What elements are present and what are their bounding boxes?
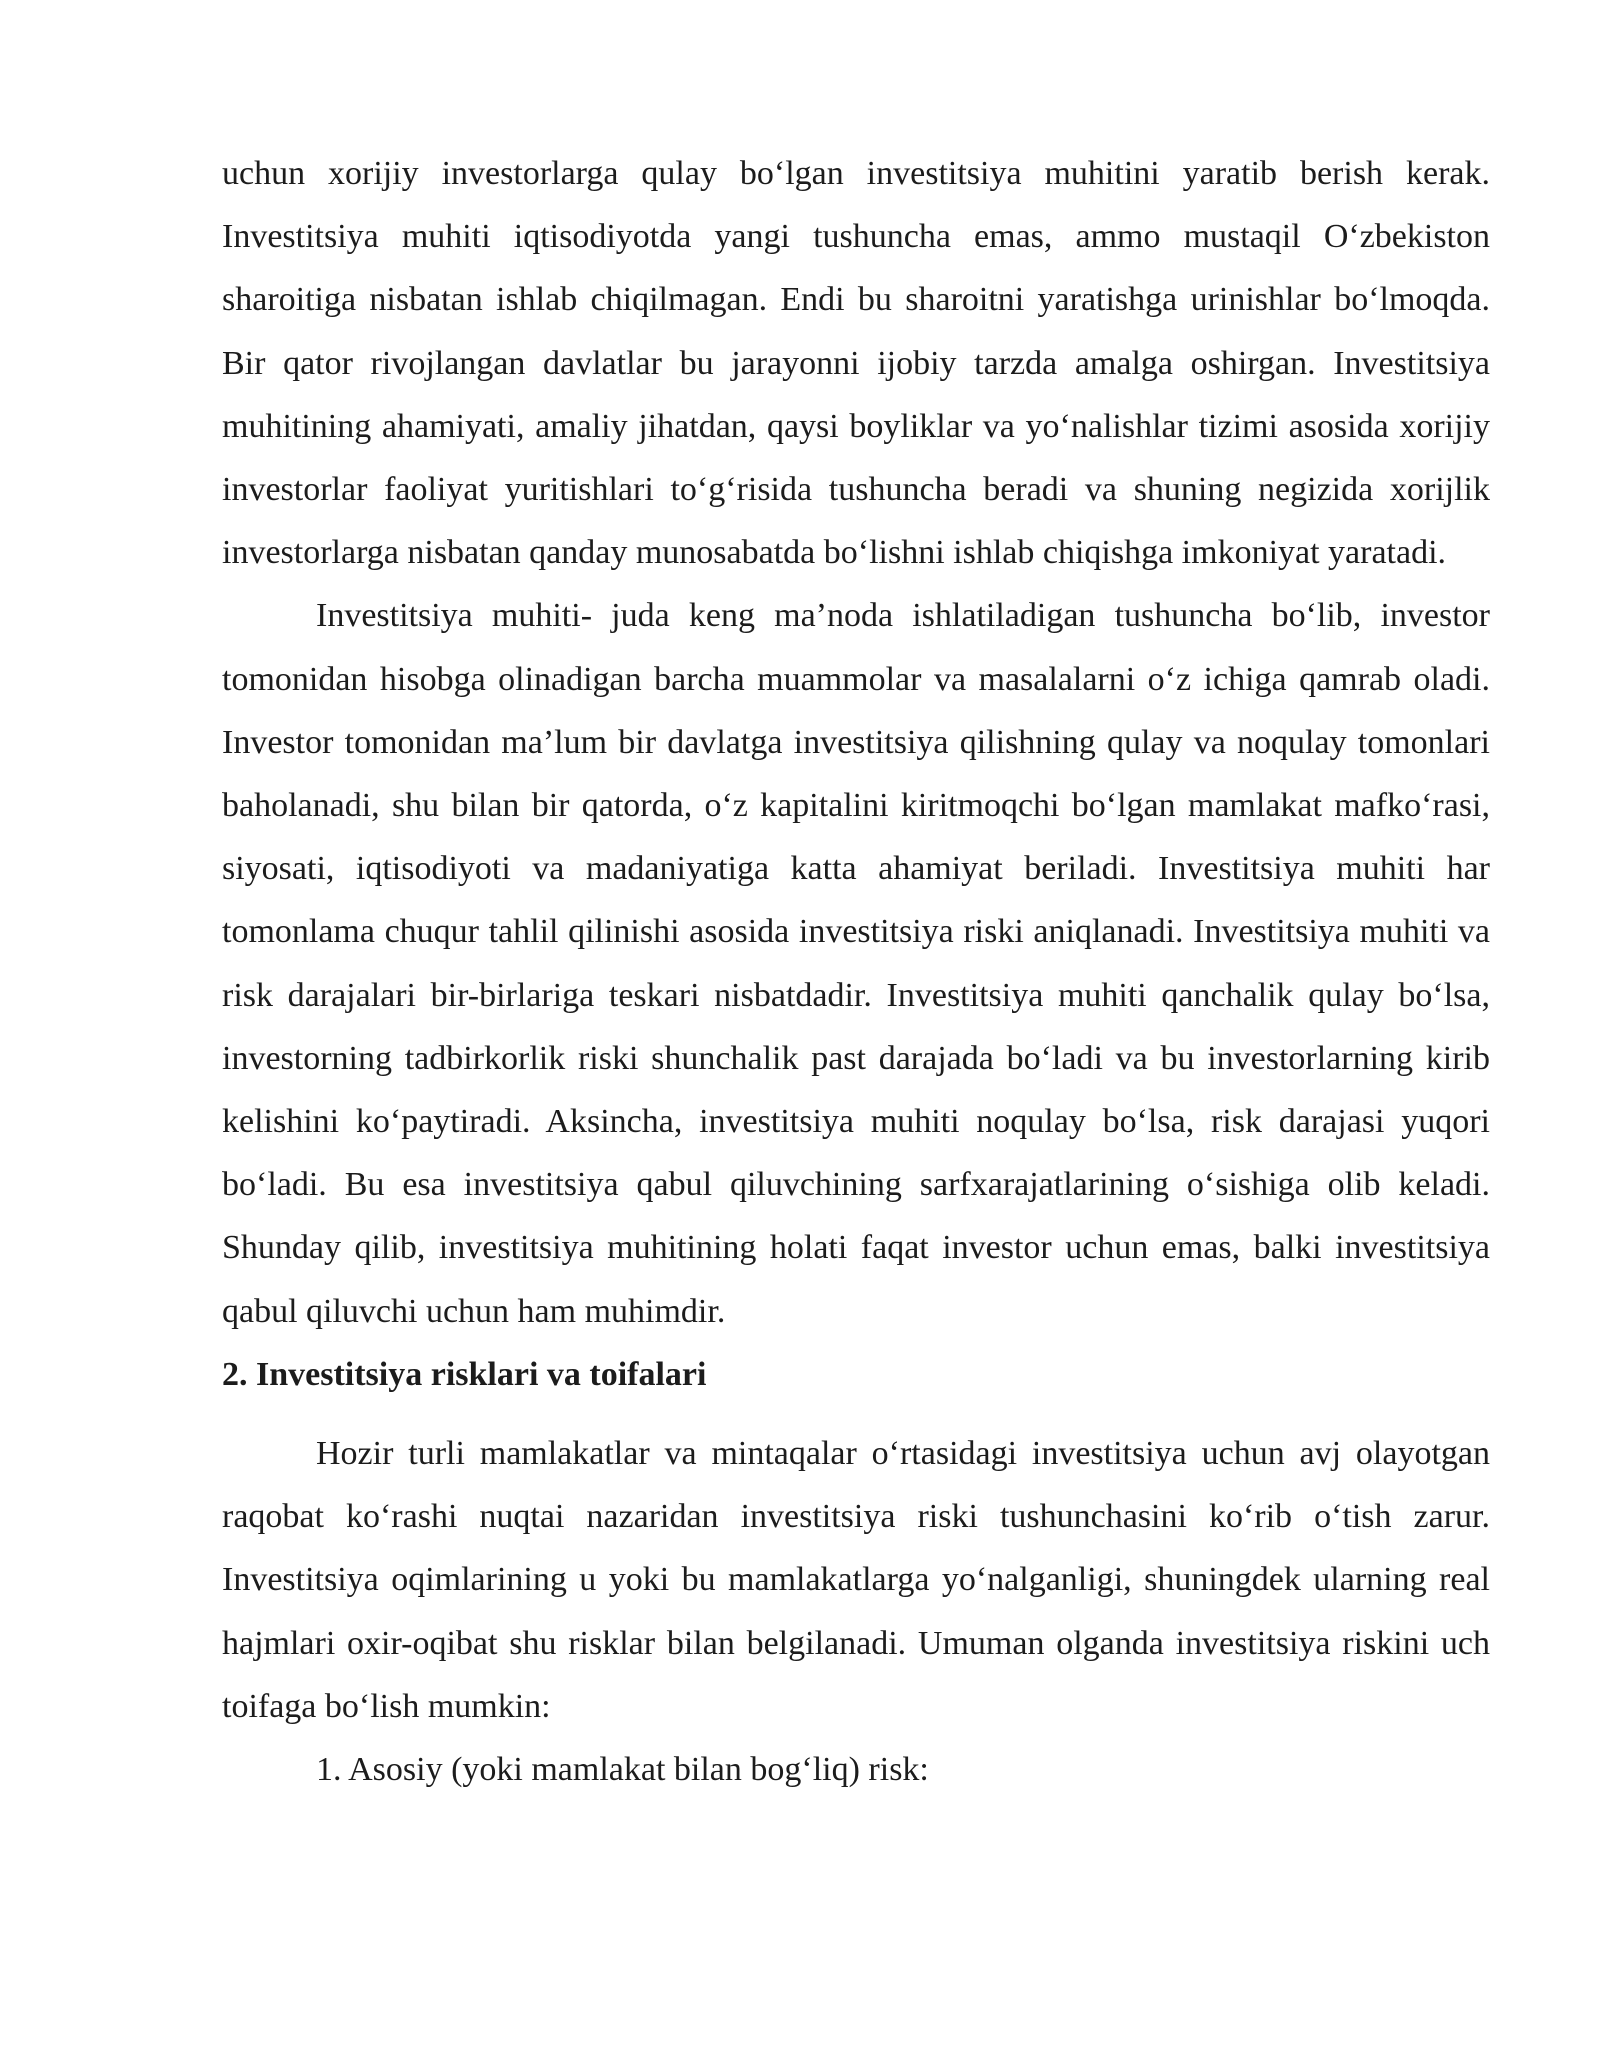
document-page bbox=[222, 142, 1490, 1801]
list-item-basic-risk: 1. Asosiy (yoki mamlakat bilan bog‘liq) risk: bbox=[316, 1751, 929, 1789]
section-heading: 2. Investitsiya risklari va toifalari bbox=[222, 1355, 707, 1393]
paragraph-investment-climate-definition: Investitsiya muhiti- juda keng ma’noda ishlatiladigan tushuncha bo‘lib, investor tomonidan hisobga olinadigan barcha muammolar va masalalarni o‘z ichiga qamrab oladi. Investor tomonidan ma’lum bir davlatga investitsiya qilishning qulay va noqulay tomonlari baholanadi, shu bilan bir qatorda, o‘z kapitalini kiritmoqchi bo‘lgan mamlakat mafko‘rasi, siyosati, iqtisodiyoti va madaniyatiga katta ahamiyat beriladi. Investitsiya muhiti har tomonlama chuqur tahlil qilinishi asosida investitsiya riski aniqlanadi. Investitsiya muhiti va risk darajalari bir-birlariga teskari nisbatdadir. Investitsiya muhiti qanchalik qulay bo‘lsa, investorning tadbirkorlik riski shunchalik past darajada bo‘ladi va bu investorlarning kirib kelishini ko‘paytiradi. Aksincha, investitsiya muhiti noqulay bo‘lsa, risk darajasi yuqori bo‘ladi. Bu esa investitsiya qabul qiluvchining sarfxarajatlarining o‘sishiga olib keladi. Shunday qilib, investitsiya muhitining holati faqat investor uchun emas, balki investitsiya qabul qiluvchi uchun ham muhimdir. bbox=[222, 597, 1490, 1330]
paragraph-investment-climate-intro: uchun xorijiy investorlarga qulay bo‘lgan investitsiya muhitini yaratib berish kerak. Investitsiya muhiti iqtisodiyotda yangi tushuncha emas, ammo mustaqil O‘zbekiston sharoitiga nisbatan ishlab chiqilmagan. Endi bu sharoitni yaratishga urinishlar bo‘lmoqda. Bir qator rivojlangan davlatlar bu jarayonni ijobiy tarzda amalga oshirgan. Investitsiya muhitining ahamiyati, amaliy jihatdan, qaysi boyliklar va yo‘nalishlar tizimi asosida xorijiy investorlar faoliyat yuritishlari to‘g‘risida tushuncha beradi va shuning negizida xorijlik investorlarga nisbatan qanday munosabatda bo‘lishni ishlab chiqishga imkoniyat yaratadi. bbox=[222, 155, 1490, 572]
paragraph-investment-risk: Hozir turli mamlakatlar va mintaqalar o‘rtasidagi investitsiya uchun avj olayotgan raqobat ko‘rashi nuqtai nazaridan investitsiya riski tushunchasini ko‘rib o‘tish zarur. Investitsiya oqimlarining u yoki bu mamlakatlarga yo‘nalganligi, shuningdek ularning real hajmlari oxir-oqibat shu risklar bilan belgilanadi. Umuman olganda investitsiya riskini uch toifaga bo‘lish mumkin: bbox=[222, 1435, 1490, 1725]
